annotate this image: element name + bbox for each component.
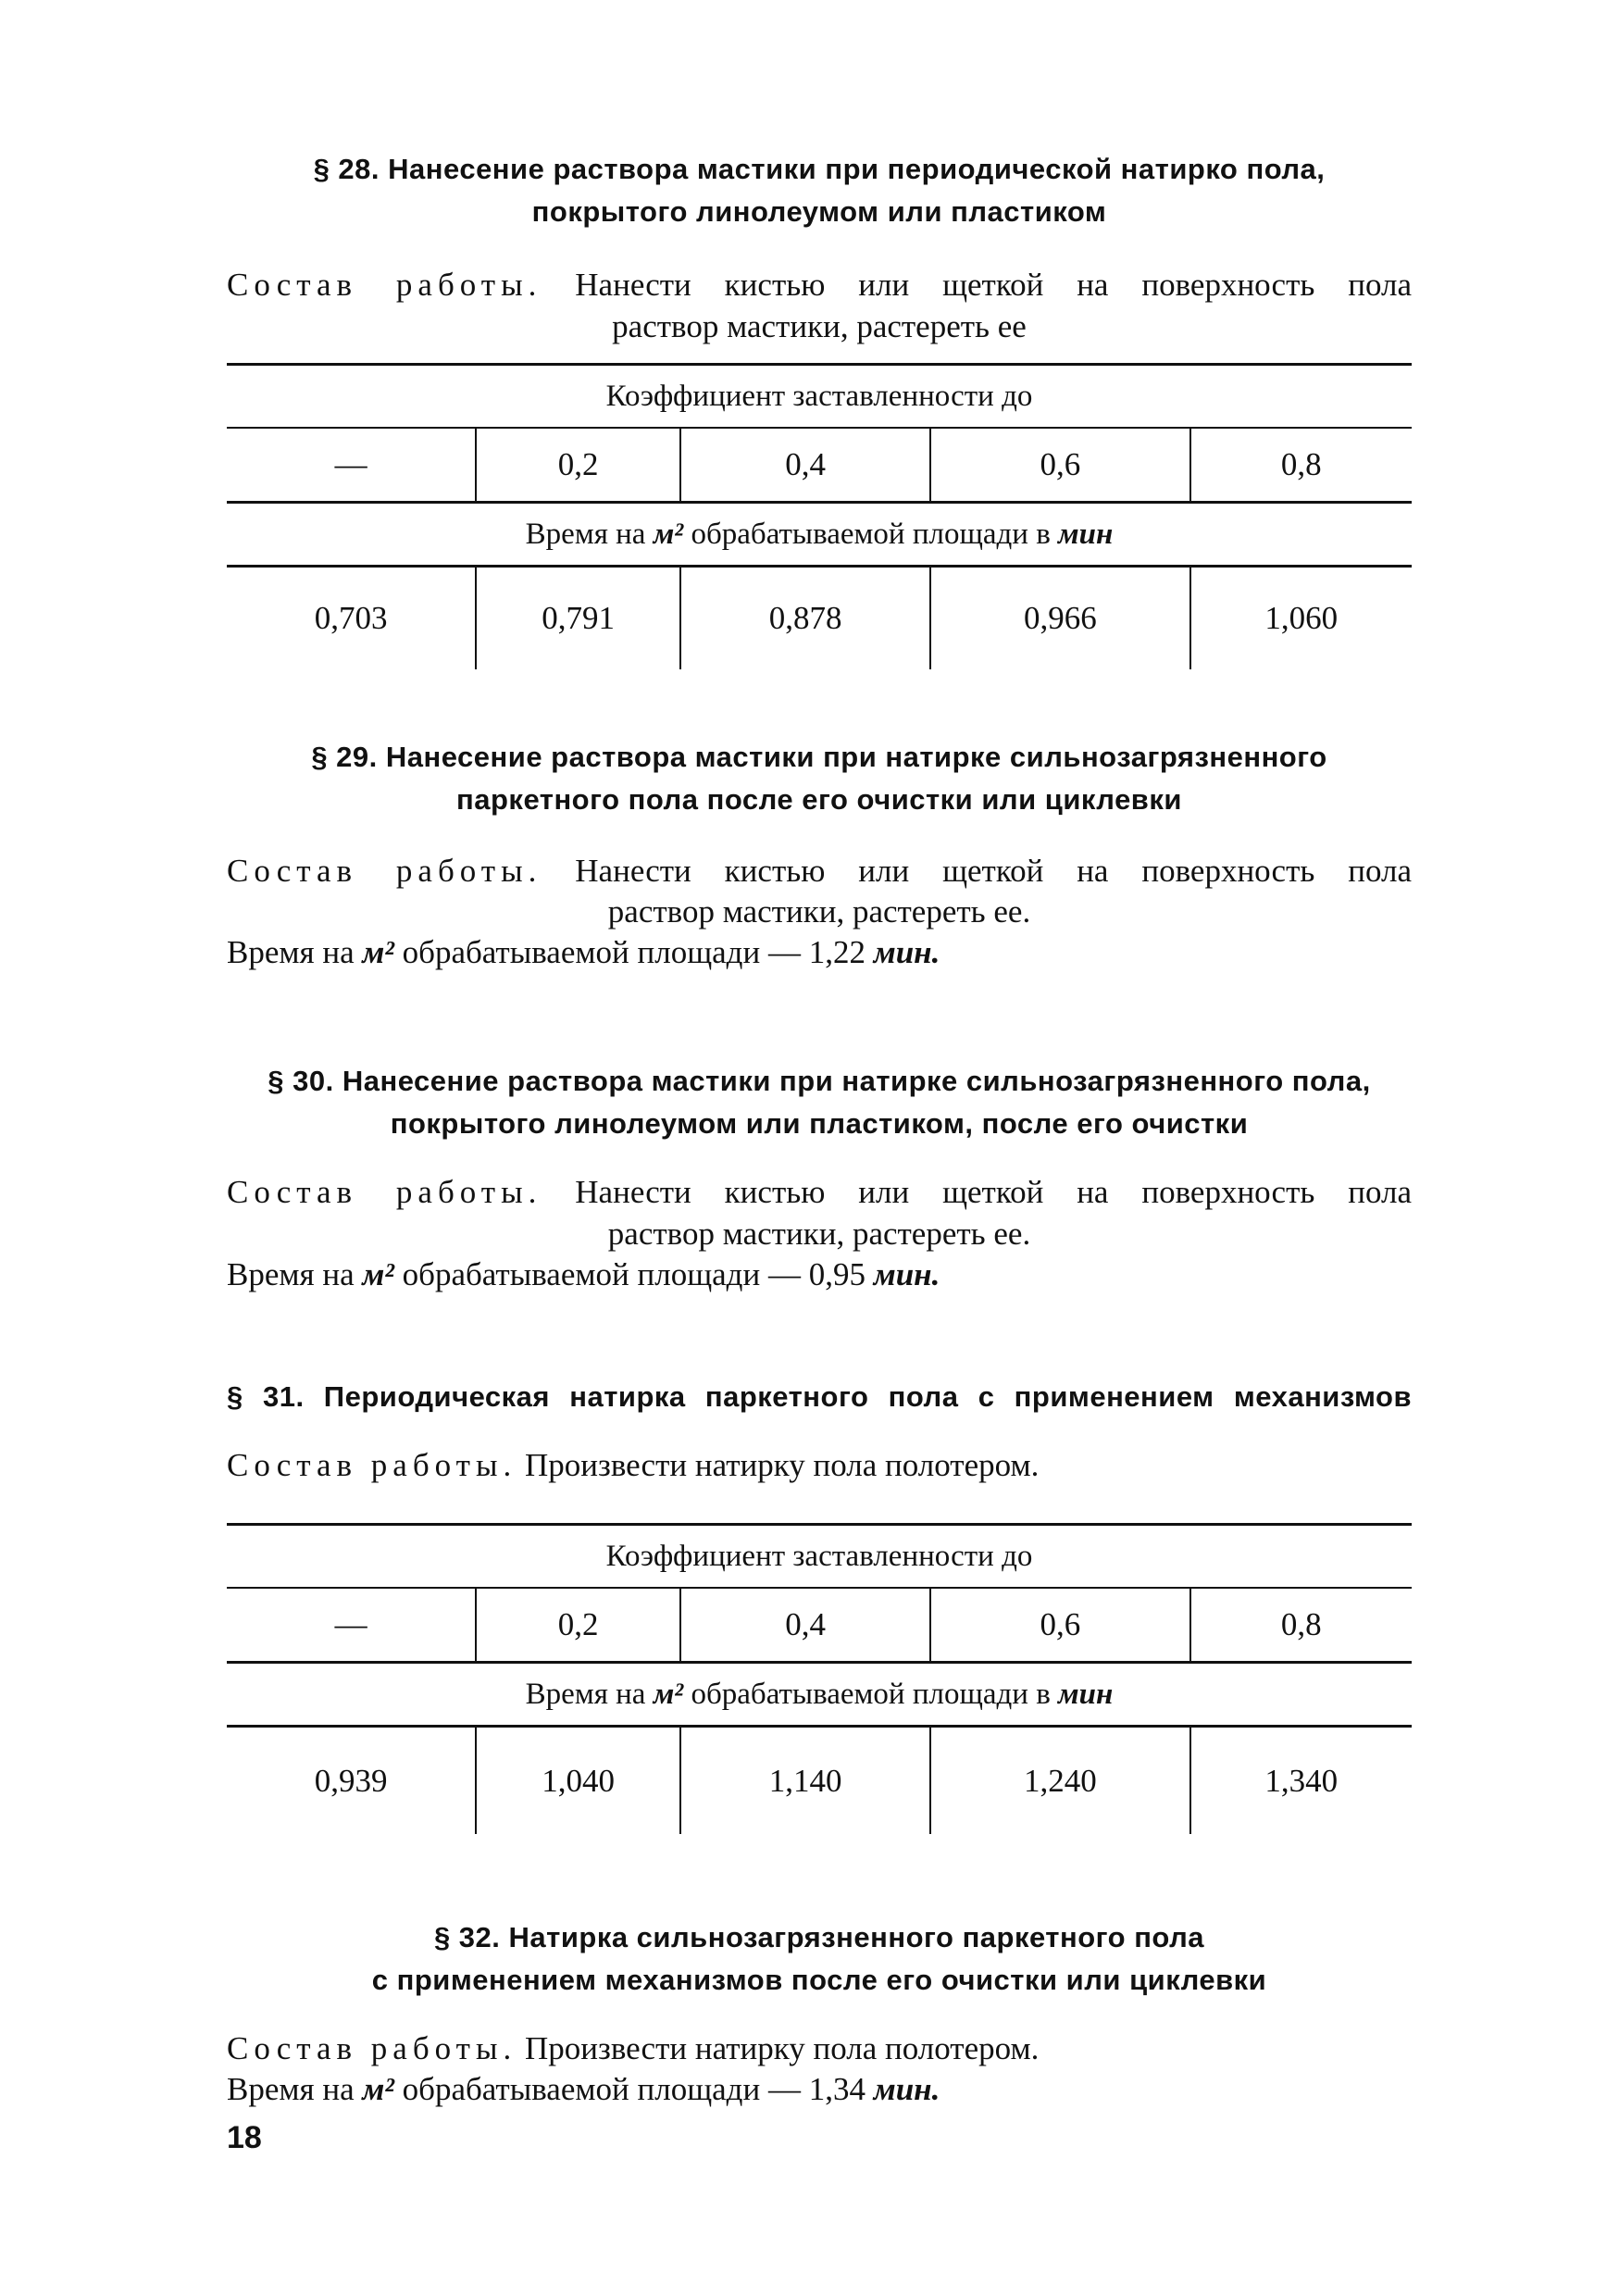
section-28-heading-line1: § 28. Нанесение раствора мастики при периодической натирко пола, <box>313 153 1326 185</box>
table-header-cell: 0,8 <box>1189 1589 1413 1661</box>
section-29-sostav <box>227 850 1412 892</box>
table-value-cell: 0,703 <box>314 600 388 636</box>
time-caption-mid: обрабатываемой площади в <box>691 518 1051 551</box>
time-caption-pre: Время на <box>525 1678 646 1711</box>
table-value-cell: 1,060 <box>1189 568 1413 669</box>
section-30-heading-line1: § 30. Нанесение раствора мастики при натирке сильнозагрязненного пола, <box>268 1065 1371 1097</box>
table-value-cell: 1,140 <box>679 1728 929 1834</box>
sostav-text: Нанести кистью или щеткой на поверхность пола <box>575 853 1412 889</box>
time-value: 0,95 <box>808 1256 866 1292</box>
section-31-table <box>227 1523 1412 1834</box>
time-value: 1,34 <box>808 2071 866 2107</box>
table-header-cell: 0,4 <box>679 429 929 501</box>
section-28-table <box>227 363 1412 669</box>
time-caption-unit: м² <box>653 1678 684 1711</box>
section-28-heading <box>227 148 1412 233</box>
time-pre: Время на <box>227 934 355 970</box>
sostav-label: Состав работы. <box>227 1174 542 1210</box>
section-29-heading <box>227 736 1412 821</box>
table-header-cell: 0,2 <box>475 1589 679 1661</box>
table-caption: Коэффициент заставленности до <box>605 380 1033 413</box>
section-32-heading <box>227 1916 1412 2002</box>
sostav-text: Произвести натирку пола полотером. <box>524 1447 1040 1483</box>
table-header-cell: 0,6 <box>929 1589 1189 1661</box>
section-31-heading <box>227 1376 1412 1418</box>
time-caption-mid: обрабатываемой площади в <box>691 1678 1051 1711</box>
table-header-cell: 0,8 <box>1189 429 1413 501</box>
time-unit2: мин. <box>873 1256 940 1292</box>
time-value: 1,22 <box>808 934 866 970</box>
section-31-sostav <box>227 1444 1412 1487</box>
time-pre: Время на <box>227 1256 355 1292</box>
table-value-cell: 0,878 <box>679 568 929 669</box>
section-31-heading-line1: § 31. Периодическая натирка паркетного пола с применением механизмов <box>227 1380 1412 1413</box>
table-value-row <box>227 1728 1412 1834</box>
section-29-sostav-cont: раствор мастики, растереть ее. <box>607 893 1031 930</box>
time-caption-pre: Время на <box>525 518 646 551</box>
section-28-sostav <box>227 264 1412 306</box>
time-mid: обрабатываемой площади — <box>402 934 801 970</box>
time-mid: обрабатываемой площади — <box>402 1256 801 1292</box>
sostav-label: Состав работы. <box>227 853 542 889</box>
page-number: 18 <box>227 2120 262 2155</box>
time-mid: обрабатываемой площади — <box>402 2071 801 2107</box>
time-unit2: мин. <box>873 2071 940 2107</box>
time-pre: Время на <box>227 2071 355 2107</box>
time-unit: м² <box>362 1256 394 1292</box>
time-unit: м² <box>362 2071 394 2107</box>
section-30-sostav-cont: раствор мастики, растереть ее. <box>607 1216 1031 1252</box>
section-30-sostav <box>227 1171 1412 1214</box>
section-32-heading-line1: § 32. Натирка сильнозагрязненного паркетного пола <box>433 1921 1205 1953</box>
sostav-label: Состав работы. <box>227 267 542 303</box>
section-32-time <box>227 2068 1412 2111</box>
sostav-text: Нанести кистью или щеткой на поверхность пола <box>575 267 1412 303</box>
section-29-heading-line1: § 29. Нанесение раствора мастики при натирке сильнозагрязненного <box>311 741 1327 773</box>
table-header-cell: 0,6 <box>929 429 1189 501</box>
table-header-cell: — <box>334 1606 367 1642</box>
section-29-time <box>227 931 1412 974</box>
sostav-label: Состав работы. <box>227 1447 517 1483</box>
time-unit: м² <box>362 934 394 970</box>
table-time-caption <box>227 504 1412 565</box>
table-value-cell: 0,966 <box>929 568 1189 669</box>
table-value-row <box>227 568 1412 669</box>
section-28-sostav-cont: раствор мастики, растереть ее <box>612 308 1027 344</box>
table-header-cell: — <box>334 446 367 482</box>
section-32-sostav <box>227 2028 1412 2070</box>
table-header-cell: 0,2 <box>475 429 679 501</box>
sostav-label: Состав работы. <box>227 2030 517 2066</box>
table-header-cell: 0,4 <box>679 1589 929 1661</box>
time-caption-unit: м² <box>653 518 684 551</box>
table-value-cell: 0,791 <box>475 568 679 669</box>
time-caption-unit2: мин <box>1058 1678 1114 1711</box>
table-header-row <box>227 429 1412 501</box>
table-caption: Коэффициент заставленности до <box>605 1540 1033 1573</box>
sostav-text: Произвести натирку пола полотером. <box>524 2030 1040 2066</box>
section-28-heading-line2: покрытого линолеумом или пластиком <box>531 195 1107 228</box>
table-value-cell: 1,040 <box>475 1728 679 1834</box>
section-32-heading-line2: с применением механизмов после его очистки или циклевки <box>371 1964 1267 1996</box>
table-value-cell: 1,340 <box>1189 1728 1413 1834</box>
table-header-row <box>227 1589 1412 1661</box>
table-value-cell: 0,939 <box>314 1762 388 1799</box>
table-time-caption <box>227 1664 1412 1725</box>
section-30-heading-line2: покрытого линолеумом или пластиком, после его очистки <box>390 1107 1249 1140</box>
section-30-heading <box>227 1060 1412 1145</box>
time-unit2: мин. <box>873 934 940 970</box>
section-29-heading-line2: паркетного пола после его очистки или циклевки <box>456 783 1182 816</box>
section-30-time <box>227 1254 1412 1296</box>
time-caption-unit2: мин <box>1058 518 1114 551</box>
sostav-text: Нанести кистью или щеткой на поверхность пола <box>575 1174 1412 1210</box>
table-value-cell: 1,240 <box>929 1728 1189 1834</box>
